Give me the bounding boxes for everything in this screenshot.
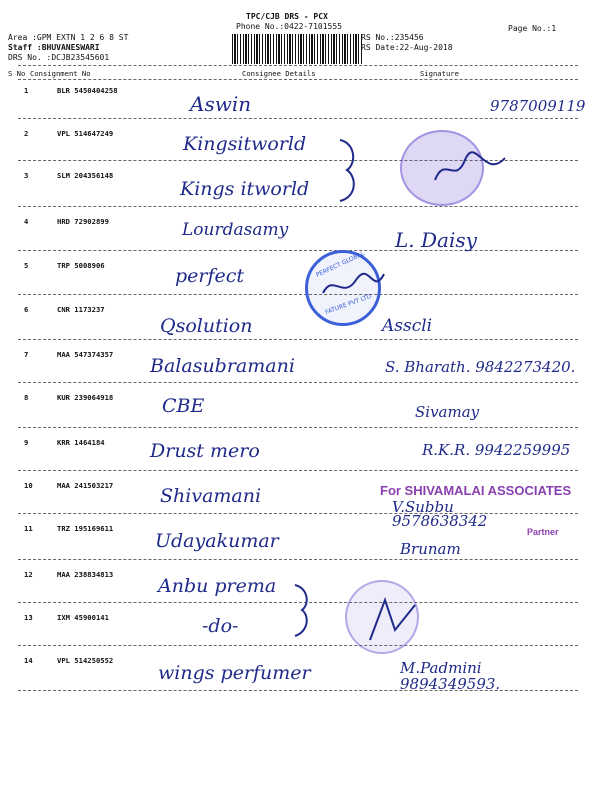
row-sno: 8 [24, 393, 29, 402]
row-consignment: KUR 239064918 [57, 393, 114, 402]
col-signature: Signature [420, 69, 459, 78]
signature: 9787009119 [490, 97, 586, 115]
handwritten-consignee: Qsolution [160, 315, 253, 337]
signature: Asscli [382, 316, 433, 336]
row-consignment: MAA 238834813 [57, 570, 114, 579]
handwritten-consignee: Aswin [190, 92, 252, 116]
handwritten-consignee: perfect [175, 265, 245, 287]
row-consignment: TRZ 195169611 [57, 524, 114, 533]
row-sno: 6 [24, 305, 29, 314]
signature: Brunam [400, 540, 461, 558]
row-sno: 12 [24, 570, 33, 579]
phone-number: Phone No.:0422-7101555 [236, 22, 342, 31]
signature: Sivamay [415, 403, 480, 421]
handwritten-consignee: Lourdasamy [182, 220, 289, 240]
perfect-stamp: PERFECT GLOBAL FATURE PVT LTD [305, 250, 381, 326]
row-sno: 4 [24, 217, 29, 226]
rs-date: RS Date:22-Aug-2018 [361, 43, 453, 52]
partner-stamp: Partner [527, 527, 559, 537]
row-consignment: HRD 72902899 [57, 217, 109, 226]
row-sno: 9 [24, 438, 29, 447]
page-number: Page No.:1 [508, 24, 557, 33]
signature: R.K.R. 9942259995 [422, 441, 571, 459]
row-sno: 5 [24, 261, 29, 270]
row-sno: 1 [24, 86, 29, 95]
brace-mark [335, 135, 365, 205]
row-sno: 10 [24, 481, 33, 490]
handwritten-consignee: Shivamani [160, 485, 262, 507]
brace-mark [290, 580, 320, 640]
col-consignment: Consignment No [30, 69, 91, 78]
scribble-signature [360, 590, 430, 650]
rs-number: RS No.:235456 [361, 33, 424, 42]
area: Area :GPM EXTN 1 2 6 8 ST [8, 33, 129, 42]
handwritten-consignee: Balasubramani [150, 355, 295, 377]
signature: S. Bharath. 9842273420. [385, 358, 576, 376]
row-consignment: VPL 514250552 [57, 656, 114, 665]
row-consignment: SLM 204356148 [57, 171, 114, 180]
row-consignment: KRR 1464184 [57, 438, 105, 447]
handwritten-consignee: CBE [162, 395, 205, 417]
col-sno: S No [8, 69, 26, 78]
signature: M.Padmini 9894349593. [400, 659, 501, 693]
handwritten-consignee: Drust mero [150, 440, 260, 462]
row-sno: 3 [24, 171, 29, 180]
drs-number: DRS No. :DCJB23545601 [8, 53, 110, 62]
row-consignment: CNR 1173237 [57, 305, 105, 314]
handwritten-consignee: Kings itworld [180, 178, 310, 200]
handwritten-consignee: Udayakumar [155, 530, 279, 552]
row-consignment: VPL 514647249 [57, 129, 114, 138]
staff: Staff :BHUVANESWARI [8, 43, 100, 52]
row-sno: 11 [24, 524, 33, 533]
handwritten-consignee: Kingsitworld [183, 133, 307, 155]
row-sno: 13 [24, 613, 33, 622]
row-consignment: BLR 5450404258 [57, 86, 118, 95]
row-sno: 7 [24, 350, 29, 359]
handwritten-consignee: wings perfumer [158, 662, 311, 684]
scribble-signature [430, 150, 510, 190]
signature: L. Daisy [395, 228, 477, 252]
scribble-signature [318, 268, 388, 304]
handwritten-consignee: Anbu prema [158, 575, 277, 597]
row-sno: 2 [24, 129, 29, 138]
handwritten-consignee: -do- [202, 615, 239, 637]
row-sno: 14 [24, 656, 33, 665]
col-consignee: Consignee Details [242, 69, 316, 78]
row-consignment: MAA 241503217 [57, 481, 114, 490]
shivamalai-stamp: For SHIVAMALAI ASSOCIATES [380, 483, 572, 498]
row-consignment: IXM 45900141 [57, 613, 109, 622]
row-consignment: TRP 5008906 [57, 261, 105, 270]
barcode [232, 34, 362, 64]
document-title: TPC/CJB DRS - PCX [246, 12, 328, 21]
signature: V.Subbu 9578638342 [392, 498, 488, 530]
row-consignment: MAA 547374357 [57, 350, 114, 359]
